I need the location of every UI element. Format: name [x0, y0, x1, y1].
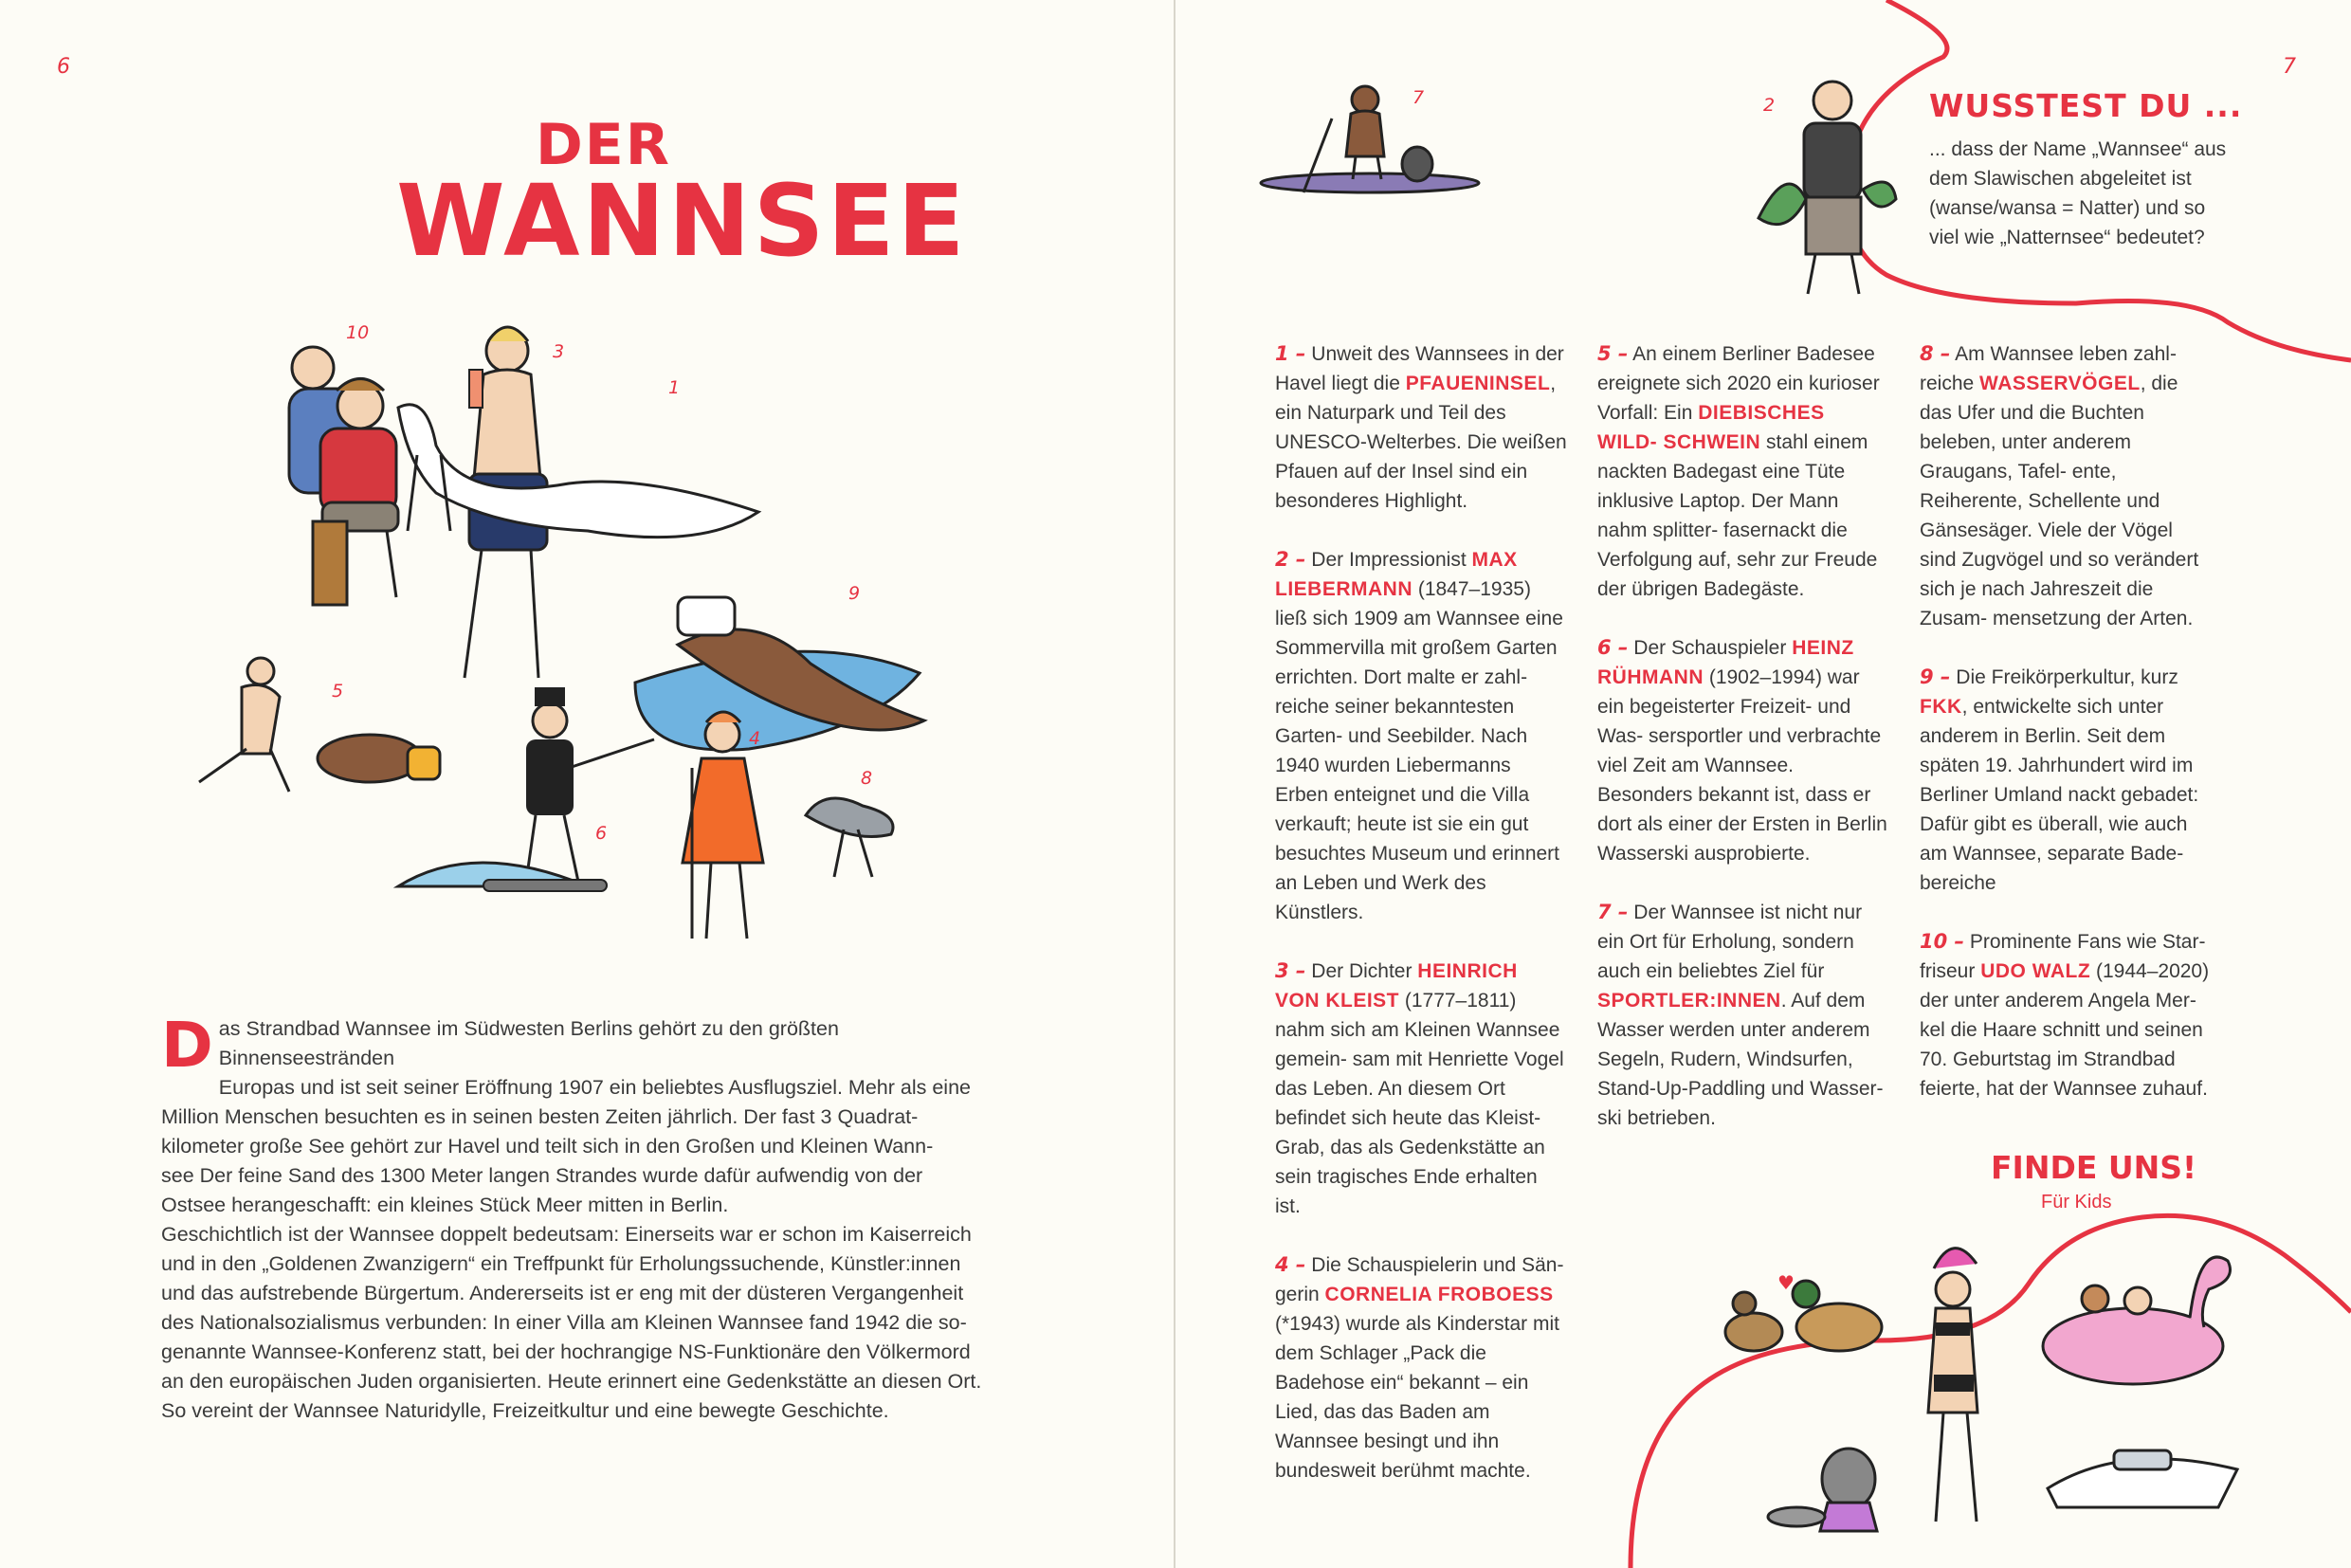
fact-number: 6 –	[1597, 636, 1629, 659]
fact-highlight: DIEBISCHES WILD- SCHWEIN	[1597, 402, 1825, 453]
fact-text: , die das Ufer und die Buchten beleben, unter anderem Graugans, Tafel- ente, Reiherente, Schellente und Gänsesäger. Viele der Vögel sind Zugvögel und so verändert sich je nach Jahreszeit die Zusam- mensetzung der Arten.	[1920, 373, 2199, 629]
fact-number: 7 –	[1597, 901, 1629, 923]
fact-5	[1597, 339, 1889, 604]
fact-text: (1777–1811) nahm sich am Kleinen Wannsee gemein- sam mit Henriette Vogel das Leben. An diesem Ort befindet sich heute das Kleist-Grab, das als Gedenkstätte an sein tragisches Ende erhalten ist.	[1275, 990, 1564, 1217]
fact-text: . Auf dem Wasser werden unter anderem Segeln, Rudern, Windsurfen, Stand-Up-Paddling und Wasser- ski betrieben.	[1597, 990, 1884, 1129]
fact-text: Der Dichter	[1305, 960, 1418, 982]
label-1: 1	[668, 377, 681, 398]
intro-line: des Nationalsozialismus verbunden: In einer Villa am Kleinen Wannsee fand 1942 die so-	[161, 1311, 967, 1334]
fact-10	[1920, 927, 2212, 1103]
label-5: 5	[332, 681, 344, 702]
fact-highlight: UDO WALZ	[1980, 960, 2091, 982]
svg-text:♥: ♥	[1777, 1271, 1795, 1294]
title-line-1: DER	[536, 112, 671, 178]
label-7: 7	[1412, 87, 1425, 108]
fact-text: Unweit des Wannsees in der Havel liegt die	[1275, 343, 1564, 394]
intro-line: kilometer große See gehört zur Havel und teilt sich in den Großen und Kleinen Wann-	[161, 1135, 934, 1158]
fact-text: Der Wannsee ist nicht nur ein Ort für Erholung, sondern auch ein beliebtes Ziel für	[1597, 902, 1863, 982]
fact-column-1	[1275, 339, 1567, 1515]
fact-9	[1920, 663, 2212, 898]
sup-illustration	[1237, 81, 1484, 204]
fact-number: 9 –	[1920, 665, 1951, 688]
fact-highlight: FKK	[1920, 696, 1962, 718]
intro-line: Million Menschen besuchten es in seinen besten Zeiten jährlich. Der fast 3 Quadrat-	[161, 1105, 919, 1128]
intro-line: Geschichtlich ist der Wannsee doppelt bedeutsam: Einerseits war er schon im Kaiserreich	[161, 1223, 972, 1246]
intro-line: und das aufstrebende Bürgertum. Andererseits ist er eng mit der düsteren Vergangenheit	[161, 1282, 964, 1304]
fact-highlight: MAX LIEBERMANN	[1275, 549, 1518, 600]
ducks-illustration	[1725, 1271, 1882, 1351]
fact-number: 4 –	[1275, 1253, 1306, 1276]
intro-line: Europas und ist seit seiner Eröffnung 1907 ein beliebtes Ausflugsziel. Mehr als eine	[218, 1076, 971, 1099]
fact-number: 5 –	[1597, 342, 1629, 365]
dropcap: D	[161, 1009, 213, 1082]
did-you-know-title: WUSSTEST DU ...	[1929, 87, 2243, 124]
fact-text: Die Freikörperkultur, kurz	[1950, 666, 2178, 688]
fact-text: (*1943) wurde als Kinderstar mit dem Schlager „Pack die Badehose ein“ bekannt – ein Lied, das das Baden am Wannsee besingt und ihn bundesweit berühmt machte.	[1275, 1313, 1559, 1482]
fact-highlight: SPORTLER:INNEN	[1597, 990, 1781, 1012]
fact-highlight: CORNELIA FROBOESS	[1324, 1284, 1554, 1305]
page-title: WANNSEE	[396, 163, 968, 279]
fact-text: Prominente Fans wie Star- friseur	[1920, 931, 2206, 982]
intro-line: genannte Wannsee-Konferenz statt, bei der hochrangige NS-Funktionäre den Völkermord	[161, 1340, 971, 1363]
intro-line: see Der feine Sand des 1300 Meter langen Strandes wurde dafür aufwendig von der	[161, 1164, 923, 1187]
page-number-left: 6	[57, 55, 70, 79]
fact-text: Die Schauspielerin und Sän- gerin	[1275, 1254, 1564, 1305]
fact-number: 8 –	[1920, 342, 1951, 365]
intro-line: an den europäischen Juden organisierten. Heute erinnert eine Gedenkstätte an diesen Ort.	[161, 1370, 982, 1393]
fact-text: , ein Naturpark und Teil des UNESCO-Welterbes. Die weißen Pfauen auf der Insel sind ein besonderes Highlight.	[1275, 373, 1567, 512]
fact-8	[1920, 339, 2212, 633]
fact-number: 10 –	[1920, 930, 1965, 953]
fact-1	[1275, 339, 1567, 516]
page-number-right: 7	[2283, 55, 2296, 79]
fact-6	[1597, 633, 1889, 868]
fact-text: Der Schauspieler	[1628, 637, 1793, 659]
did-you-know-text: ... dass der Name „Wannsee“ aus dem Slawischen abgeleitet ist (wanse/wansa = Natter) und so viel wie „Natternsee“ bedeutet?	[1929, 138, 2227, 248]
label-4: 4	[749, 728, 761, 749]
label-10: 10	[346, 322, 370, 343]
fact-highlight: PFAUENINSEL	[1405, 373, 1551, 394]
label-2: 2	[1763, 95, 1776, 116]
fact-3	[1275, 957, 1567, 1221]
find-us-subtitle: Für Kids	[2041, 1192, 2112, 1212]
fact-text: (1902–1994) war ein begeisterter Freizeit- und Was- sersportler und verbrachte viel Zeit am Wannsee. Besonders bekannt ist, dass er dort als einer der Ersten in Berlin Wasserski ausprobierte.	[1597, 666, 1887, 865]
intro-line: und in den „Goldenen Zwanzigern“ ein Treffpunkt für Erholungssuchende, Künstler:innen	[161, 1252, 961, 1275]
fact-text: (1847–1935) ließ sich 1909 am Wannsee eine Sommervilla mit großem Garten errichten. Dort malte er zahl- reiche seiner bekanntesten Garten- und Seebilder. Nach 1940 wurden Liebermanns Erben enteignet und die Villa verkauft; heute ist sie ein gut besuchtes Museum und erinnert an Leben und Werk des Künstlers.	[1275, 578, 1563, 923]
fact-number: 3 –	[1275, 959, 1306, 982]
fact-2	[1275, 545, 1567, 927]
intro-line: Ostsee herangeschafft: ein kleines Stück Meer mitten in Berlin.	[161, 1194, 729, 1216]
fact-number: 1 –	[1275, 342, 1306, 365]
label-6: 6	[595, 823, 608, 844]
fact-text: Am Wannsee leben zahl- reiche	[1920, 343, 2177, 394]
find-us-illustration	[1716, 1232, 2247, 1545]
fact-text: An einem Berliner Badesee ereignete sich 2020 ein kurioser Vorfall: Ein	[1597, 343, 1880, 424]
fact-column-2	[1597, 339, 1889, 1162]
fact-7	[1597, 898, 1889, 1133]
label-3: 3	[553, 341, 565, 362]
fact-text: (1944–2020) der unter anderem Angela Mer- kel die Haare schnitt und seinen 70. Geburtstag im Strandbad feierte, hat der Wannsee zuhauf.	[1920, 960, 2210, 1100]
fact-4	[1275, 1250, 1567, 1486]
motorboat-illustration	[2048, 1450, 2237, 1507]
label-9: 9	[848, 583, 861, 604]
raccoon-illustration	[1768, 1449, 1877, 1531]
label-8: 8	[861, 768, 873, 789]
fact-text: Der Impressionist	[1305, 549, 1472, 571]
fact-text: , entwickelte sich unter anderem in Berlin. Seit dem späten 19. Jahrhundert wird im Berliner Umland nackt gebadet: Dafür gibt es überall, wie auch am Wannsee, separate Bade- bereiche	[1920, 696, 2199, 894]
flamingo-float-illustration	[2043, 1257, 2231, 1384]
woman-bikini-illustration	[1928, 1249, 1977, 1522]
fact-column-3	[1920, 339, 2212, 1133]
fact-number: 2 –	[1275, 548, 1306, 571]
fact-highlight: HEINZ RÜHMANN	[1597, 637, 1854, 688]
fact-text: stahl einem nackten Badegast eine Tüte inklusive Laptop. Der Mann nahm splitter- fasernackt die Verfolgung auf, sehr zur Freude der übrigen Badegäste.	[1597, 431, 1878, 600]
find-us-title: FINDE UNS!	[1991, 1149, 2197, 1186]
fact-highlight: WASSERVÖGEL	[1979, 373, 2141, 394]
intro-line: as Strandbad Wannsee im Südwesten Berlins gehört zu den größten Binnenseestränden	[218, 1017, 839, 1069]
intro-line: So vereint der Wannsee Naturidylle, Freizeitkultur und eine bewegte Geschichte.	[161, 1399, 889, 1422]
fact-highlight: HEINRICH VON KLEIST	[1275, 960, 1518, 1012]
